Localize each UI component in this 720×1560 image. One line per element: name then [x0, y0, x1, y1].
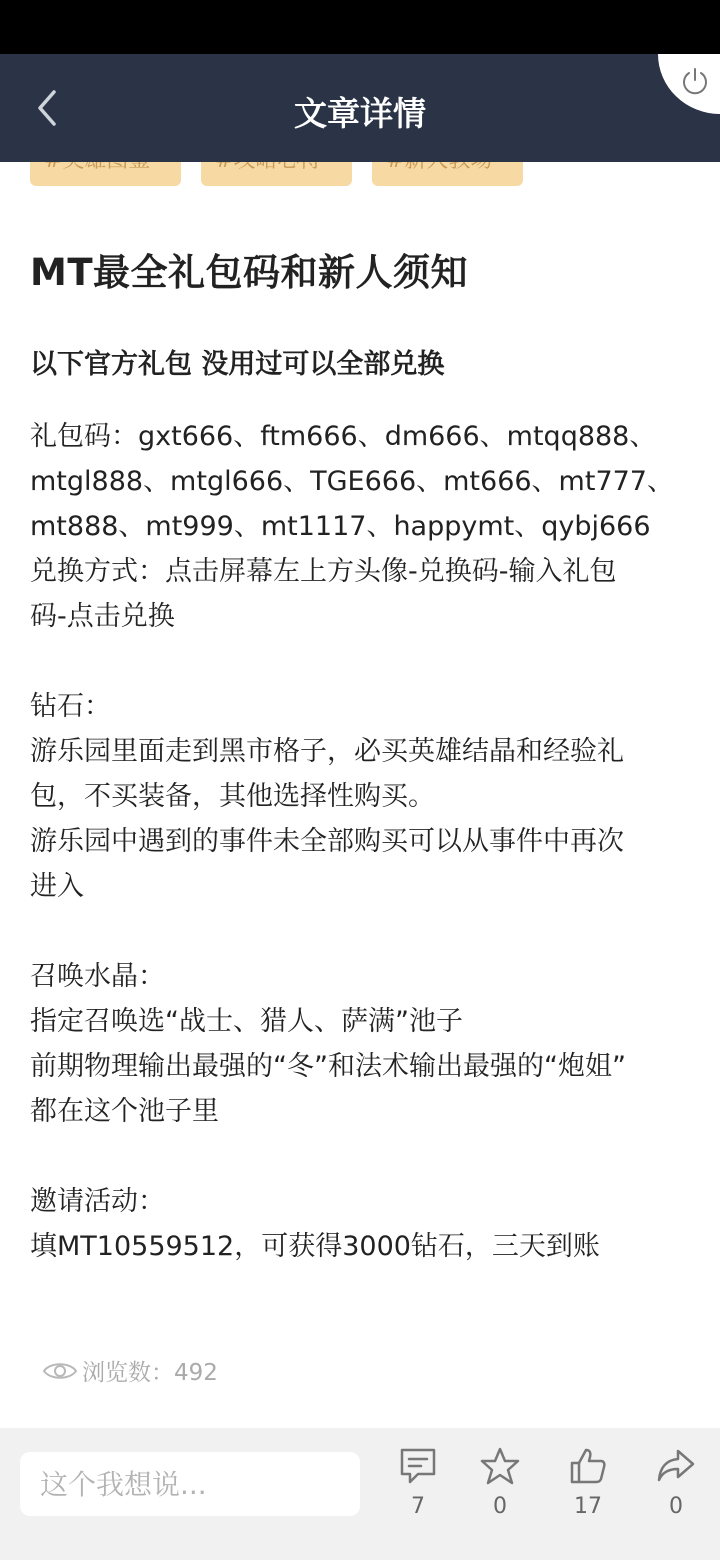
body-line: 包，不买装备，其他选择性购买。 — [30, 781, 435, 812]
body-line: mt888、mt999、mt1117、happymt、qybj666 — [30, 511, 651, 542]
body-line: 召唤水晶： — [30, 961, 165, 992]
body-line: 钻石： — [30, 691, 111, 722]
share-button[interactable] — [646, 1446, 706, 1519]
eye-icon — [42, 1359, 78, 1383]
power-icon — [680, 66, 710, 96]
body-line: 游乐园中遇到的事件未全部购买可以从事件中再次 — [30, 826, 624, 857]
body-line: 游乐园里面走到黑市格子，必买英雄结晶和经验礼 — [30, 736, 624, 767]
body-line — [30, 1134, 700, 1179]
bottom-action-bar — [0, 1428, 720, 1560]
article-content — [0, 162, 720, 1428]
body-line — [30, 909, 700, 954]
body-line: 礼包码：gxt666、ftm666、dm666、mtqq888、 — [30, 421, 657, 452]
view-count — [42, 1354, 218, 1387]
comment-input[interactable] — [20, 1452, 360, 1516]
favorite-count: 0 — [493, 1494, 507, 1519]
app-header — [0, 54, 720, 162]
body-line: 兑换方式：点击屏幕左上方头像-兑换码-输入礼包 — [30, 556, 617, 587]
page-title: 文章详情 — [294, 94, 426, 133]
body-line: 前期物理输出最强的“冬”和法术输出最强的“炮姐” — [30, 1051, 626, 1082]
share-icon — [656, 1446, 696, 1486]
body-line: 码-点击兑换 — [30, 601, 175, 632]
body-line: 指定召唤选“战士、猎人、萨满”池子 — [30, 1006, 463, 1037]
article-body — [30, 414, 700, 1269]
view-count-label: 浏览数：492 — [82, 1360, 218, 1386]
favorite-button[interactable] — [470, 1446, 530, 1519]
like-count: 17 — [574, 1494, 602, 1519]
body-line: 都在这个池子里 — [30, 1096, 219, 1127]
body-line: mtgl888、mtgl666、TGE666、mt666、mt777、 — [30, 466, 674, 497]
article-title: MT最全礼包码和新人须知 — [30, 251, 469, 294]
body-line — [30, 639, 700, 684]
share-count: 0 — [669, 1494, 683, 1519]
thumbs-up-icon — [568, 1446, 608, 1486]
comment-icon — [398, 1446, 438, 1486]
comment-count: 7 — [411, 1494, 425, 1519]
body-line: 邀请活动： — [30, 1186, 165, 1217]
star-icon — [480, 1446, 520, 1486]
comment-button[interactable] — [388, 1446, 448, 1519]
article-subtitle: 以下官方礼包 没用过可以全部兑换 — [30, 349, 445, 380]
body-line: 进入 — [30, 871, 84, 902]
body-line: 填MT10559512，可获得3000钻石，三天到账 — [30, 1231, 600, 1262]
status-bar — [0, 0, 720, 54]
like-button[interactable] — [558, 1446, 618, 1519]
